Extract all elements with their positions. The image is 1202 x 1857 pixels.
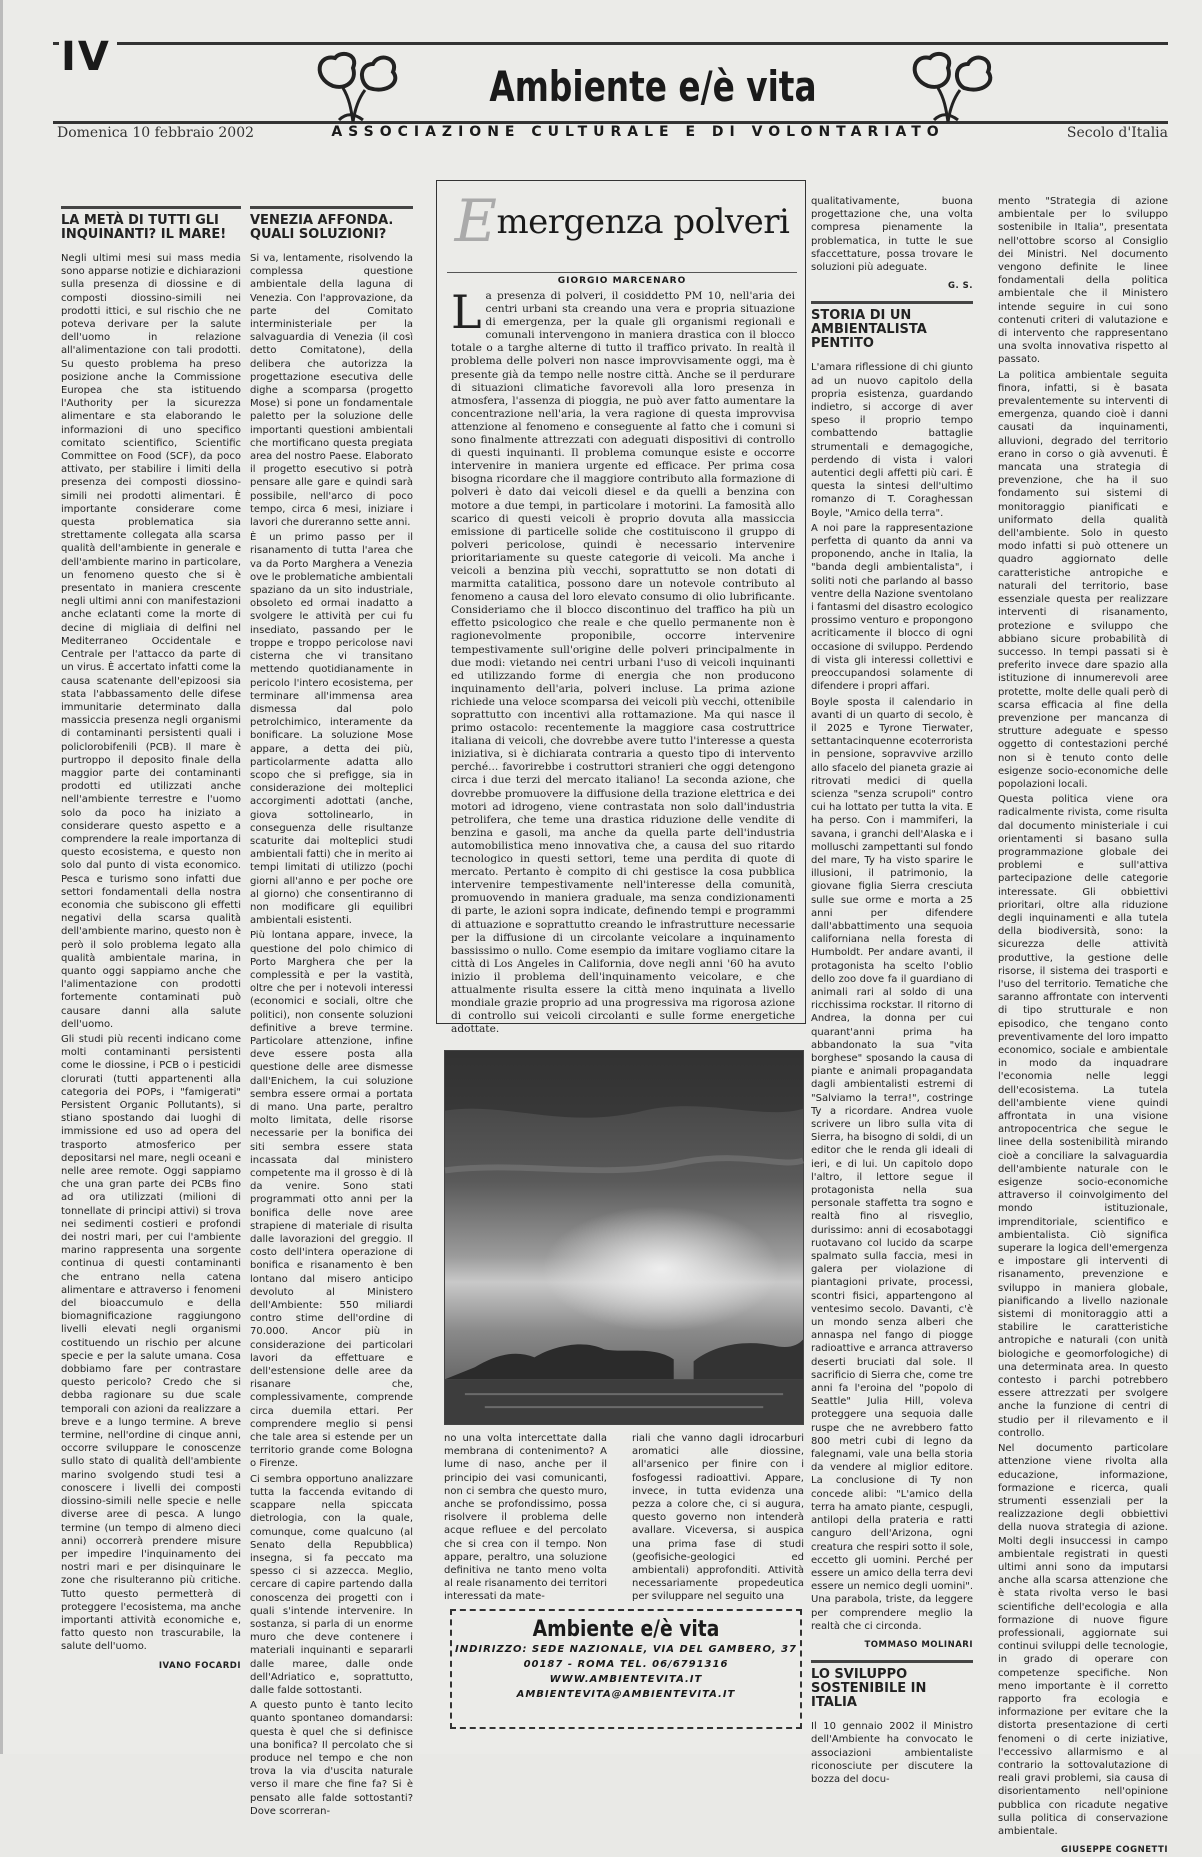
feature-text: a presenza di polveri, il cosiddetto PM 10, nell'aria dei centri urbani sta creando una vera e propria situazione di emergenza, per la quale gli organismi regionali e comunali intervengono in maniera drastica con il blocco totale o a targhe alterne di tutto il traffico privato. In realtà il problema delle polveri non nasce improvvisamente oggi, ma è presente già da tempo nelle nostre città. Anche se il perdurare di situazioni climatiche favorevoli alla loro presenza in atmosfera, l'assenza di pioggia, ne può aver fatto aumentare la concentrazione nell'aria, la vera ragione di questa improvvisa attenzione al fenomeno e conseguente al fatto che i comuni si sono finalmente attrezzati con adeguati dispositivi di controllo di questi inquinanti. Il problema comunque esiste e occorre intervenire in maniera urgente ed efficace. Per prima cosa bisogna ricordare che il maggiore contributo alla formazione di polveri è dato dai veicoli diesel e da quelli a benzina con motore a due tempi, in particolare i motorini. La famosità allo scarico di questi veicoli è proprio dovuta alla massiccia emissione di particelle solide che costituiscono il gruppo di polveri pericolose, quindi è necessario intervenire prioritariamente su queste categorie di veicoli. Ma anche i veicoli a benzina più vecchi, soprattutto se non dotati di marmitta catalitica, possono dare un notevole contributo al fenomeno a causa del loro elevato consumo di olio lubrificante. Consideriamo che il blocco discontinuo del traffico ha più un effetto psicologico che reale e che quello permanente non è ragionevolmente proponibile, occorre intervenire tempestivamente sull'origine delle polveri principalmente in due modi: vietando nei centri urbani l'uso di veicoli inquinanti ed utilizzando forme di energia che non producono inquinamento dell'aria, polveri incluse. La prima azione richiede una veloce scomparsa dei veicoli più vecchi, ottenibile soprattutto con incentivi alla rottamazione. Ma qui nasce il primo ostacolo: recentemente la maggiore casa costruttrice italiana di veicoli, che dovrebbe avere tutto l'interesse a questa iniziativa, si è dichiarata contraria a questo tipo di intervento perché... favorirebbe i costruttori stranieri che oggi detengono circa i due terzi del mercato italiano! La seconda azione, che dovrebbe promuovere la diffusione della trazione elettrica e dei motori ad idrogeno, viene contrastata non solo dall'industria petrolifera, che teme una drastica riduzione delle vendite di benzina e gasoli, ma anche da quella parte dell'industria automobilistica meno innovativa che, a causa del suo ritardo tecnologico in questi settori, teme una perdita di quote di mercato. Pertanto è compito di chi gestisce la cosa pubblica intervenire tempestivamente nell'interesse della comunità, promuovendo in maniera graduale, ma senza condizionamenti di parte, le azioni sopra indicate, definendo tempi e programmi di attuazione e soprattutto creando le infrastrutture necessarie per la diffusione di un circolante veicolare a inquinamento bassissimo o nullo. Come esempio da imitare vogliamo citare la città di Los Angeles in California, dove negli anni '60 ha avuto inizio il problema dell'inquinamento veicolare, e che attualmente risulta essere la città meno inquinata a livello mondiale grazie proprio ad una progressiva ma rigorosa azione di controllo sui veicoli circolanti e sulle forme energetiche adottate. [451, 290, 795, 1036]
headline-rule [61, 206, 241, 209]
feature-box [436, 180, 806, 1036]
article-column [998, 195, 1168, 1856]
feature-body [451, 285, 795, 1036]
article-author: G. S. [947, 281, 973, 292]
masthead-title: Ambiente e/è vita [489, 62, 817, 111]
article-paragraph: Boyle sposta il calendario in avanti di un quarto di secolo, è il 2025 e Tyrone Tierwater, settantacinquenne ecoterrorista in pensione, sopravvive arzillo allo sfacelo del pianeta grazie ai ritrovati medici di quella scienza "senza scrupoli" contro cui ha lottato per tutta la vita. E ha perso. Con i mammiferi, la savana, i granchi dell'Alaska e i molluschi zampettanti sul fondo del mare, Ty ha visto sparire le illusioni, il patrimonio, la giovane figlia Sierra cresciuta sulle sue orme e morta a 25 anni per difendere dall'abbattimento una sequoia californiana nella foresta di Humboldt. Per andare avanti, il protagonista ha scelto l'oblio dello zoo dove fa il guardiano di animali rari al soldo di una ricchissima rockstar. Il ritorno di Andrea, la donna per cui quarant'anni prima ha abbandonato la sua "vita borghese" sposando la causa di piante e animali propagandata dagli ambientalisti estremi di "Salviamo la terra!", costringe Ty a ricordare. Andrea vuole scrivere un libro sulla vita di Sierra, ha bisogno di soldi, di un editor che le renda gli ideali di ieri, e di lui. Un capitolo dopo l'altro, il lettore segue il protagonista nella sua personale staffetta tra sogno e realtà fino al risveglio, durissimo: anni di ecosabotaggi ruotavano col lucido da scarpe spalmato sulla faccia, mesi in galera per violazione di piantagioni private, processi, scontri fisici, appartengono al ventesimo secolo. Davanti, c'è un mondo senza alberi che annaspa nel fango di piogge radioattive e arranca attraverso deserti bruciati dal sole. Il sacrificio di Sierra che, come tre anni fa l'eroina del "popolo di Seattle" Julia Hill, voleva proteggere una sequoia dalle ruspe che ne avrebbero fatto 800 metri cubi di legno da falegnami, vale una bella storia da vendere al miglior editore. La conclusione di Ty non concede alibi: "L'amico della terra ha amato piante, cespugli, antilopi della prateria e ratti canguro dell'Arizona, ogni creatura che respiri sotto il sole, eccetto gli uomini. Perché per essere un amico della terra devi essere un nemico degli uomini". Una parabola, triste, da leggere per comprendere meglio la realtà che ci circonda. [811, 696, 973, 1632]
header-rule-top [53, 42, 1168, 45]
masthead [53, 28, 1168, 141]
article-paragraph: riali che vanno dagli idrocarburi aromatici alle diossine, all'arsenico per finire con i fosfogessi radioattivi. Appare, invece, in tutta evidenza una pezza a colore che, ci si augura, questo governo non intenderà avallare. Viceversa, si auspica una prima fase di studi (geofisiche-geologici ed ambientali) approfonditi. Attività necessariamente propedeutica per sviluppare nel seguito una [632, 1433, 804, 1603]
seascape-photo [444, 1050, 804, 1425]
article-paragraph: Più lontana appare, invece, la questione del polo chimico di Porto Marghera che per la complessità e per la vastità, oltre che per i notevoli interessi (economici e sociali, oltre che politici), non consente soluzioni definitive a breve termine. Particolare attenzione, infine deve essere posta alla questione delle aree dismesse dall'Enichem, la cui soluzione sembra essere ormai a portata di mano. Una parte, peraltro molto limitata, delle risorse necessarie per la bonifica dei siti sembra essere stata incassata dal ministero competente ma il grosso è di là da venire. Sono stati programmati otto anni per la bonifica delle nove aree strapiene di materiale di risulta dalle lavorazioni del greggio. Il costo dell'intera operazione di bonifica e risanamento è ben lontano dal misero anticipo devoluto al Ministero dell'Ambiente: 550 miliardi contro stime dell'ordine di 70.000. Ancor più in considerazione dei particolari lavori da effettuare e dell'estensione delle aree da risanare che, complessivamente, comprende circa duemila ettari. Per comprendere meglio si pensi che tale area si estende per un territorio grande come Bologna o Firenze. [250, 930, 413, 1470]
article-headline: LA METÀ DI TUTTI GLI INQUINANTI? IL MARE! [61, 213, 227, 242]
headline-rule [811, 301, 973, 304]
article-paragraph: no una volta intercettate dalla membrana di contenimento? A lume di naso, anche per il principio dei vasi comunicanti, non ci sembra che questo muro, anche se profondissimo, possa risolvere il problema delle acque refluee e del percolato che si crea con il tempo. Non appare, peraltro, una soluzione definitiva ne tanto meno volta al reale risanamento dei territori interessati da mate- [444, 1433, 607, 1603]
drop-cap: L [451, 285, 482, 339]
feature-author: GIORGIO MARCENARO [447, 272, 797, 286]
article-column [250, 206, 413, 1817]
article-author: IVANO FOCARDI [158, 1660, 241, 1671]
article-column [61, 206, 241, 1731]
article-paragraph: L'amara riflessione di chi giunto ad un nuovo capitolo della propria esistenza, guardando indietro, si accorge di aver speso il proprio tempo combattendo battaglie strumentali e demagogiche, perdendo di vista i valori autentici degli affetti più cari. È questa la sintesi dell'ultimo romanzo di T. Coraghessan Boyle, "Amico della terra". [811, 362, 973, 519]
address-box [450, 1609, 802, 1729]
article-headline: STORIA DI UN AMBIENTALISTA PENTITO [811, 308, 927, 352]
article-author: TOMMASO MOLINARI [864, 1639, 973, 1650]
publication-name: Secolo d'Italia [1066, 125, 1168, 141]
article-paragraph: Il 10 gennaio 2002 il Ministro dell'Ambiente ha convocato le associazioni ambientaliste riconosciute per discutere la bozza del docu- [811, 1721, 973, 1785]
address-phone: 00187 - ROMA TEL. 06/6791316 [523, 1659, 729, 1670]
article-paragraph: Gli studi più recenti indicano come molti contaminanti persistenti come le diossine, i PCB o i pesticidi clorurati (tutti appartenenti alla categoria dei POPs, i "famigerati" Persistent Organic Pollutants), si stiano spostando dai luoghi di immissione ed uso ad opera del trasporto atmosferico per depositarsi nel mare, negli oceani e nelle aree remote. Oggi sappiamo che una gran parte dei PCBs fino ad ora utilizzati (milioni di tonnellate di principi attivi) si trova nei sedimenti costieri e profondi dei nostri mari, per cui l'ambiente marino rappresenta una sorgente continua di questi contaminanti che entrano nella catena alimentare e attraverso i fenomeni del bioaccumulo e della biomagnificazione raggiungono livelli elevati negli organismi costituendo un rischio per alcune specie e per la salute umana. Cosa dobbiamo fare per contrastare questo pericolo? Credo che si debba ragionare su due scale temporali con azioni da realizzare a breve e a lungo termine. A breve termine, nell'ordine di cinque anni, occorre sviluppare le conoscenze sullo stato di qualità dell'ambiente marino svolgendo studi tesi a conoscere i livelli dei composti diossino-simili nelle specie e nelle diverse aree di pesca. A lungo termine (un tempo di almeno dieci anni) occorrerà prendere misure per impedire l'inquinamento dei nostri mari e per disinquinare le zone che risulteranno più critiche. Tutto questo permetterà di proteggere l'ecosistema, ma anche importanti attività economiche e, fatto questo non trascurabile, la salute dell'uomo. [61, 1033, 241, 1653]
issue-date: Domenica 10 febbraio 2002 [57, 125, 255, 141]
article-paragraph: Si va, lentamente, risolvendo la complessa questione ambientale della laguna di Venezia. Con l'approvazione, da parte del Comitato interministeriale per la salvaguardia di Venezia (il così detto Comitatone), della delibera che autorizza la progettazione esecutiva delle dighe a scomparsa (progetto Mose) si pone un fondamentale paletto per la soluzione delle importanti questioni ambientali che mortificano questa pregiata area del nostro Paese. Elaborato il progetto esecutivo si potrà pensare alle gare e quindi sarà possibile, nell'arco di poco tempo, circa 6 mesi, iniziare i lavori che dureranno sette anni. [250, 253, 413, 529]
article-headline: LO SVILUPPO SOSTENIBILE IN ITALIA [811, 1667, 927, 1711]
article-column [811, 195, 973, 1785]
article-paragraph: Ci sembra opportuno analizzare tutta la faccenda evitando di scappare nella spiccata dietrologia, con la quale, comunque, come qualcuno (al Senato della Repubblica) insegna, si fa peccato ma spesso ci si azzecca. Meglio, cercare di capire partendo dalla conoscenza dei progetti con i quali s'intende intervenire. In sostanza, si parla di un enorme muro che deve contenere i materiali inquinanti e separarli dalle maree, dalle onde dell'Adriatico e, soprattutto, dalle falde sottostanti. [250, 1473, 413, 1696]
article-paragraph: A noi pare la rappresentazione perfetta di quanto da anni va proponendo, anche in Italia, la "banda degli ambientalista", i soliti noti che parlando al basso ventre della Nazione sventolano i fantasmi del disastro ecologico prossimo venturo e propongono acriticamente il blocco di ogni occasione di sviluppo. Perdendo di vista gli interessi collettivi e preoccupandosi solamente di difendere i propri affari. [811, 522, 973, 693]
headline-rule [811, 1660, 973, 1663]
article-paragraph: È un primo passo per il risanamento di tutta l'area che va da Porto Marghera a Venezia ove le problematiche ambientali spaziano da un sito industriale, obsoleto ed ormai inadatto a svolgere le attività per cui fu insediato, passando per le troppe e troppo pericolose navi cisterna che vi transitano mettendo quotidianamente in pericolo l'intero ecosistema, per terminare all'immensa area dismessa dal polo petrolchimico, interamente da bonificare. La soluzione Mose appare, a detta dei più, particolarmente adatta allo scopo che si prefigge, sia in considerazione dei molteplici accorgimenti adottati (anche, giova sottolinearlo, in conseguenza delle risultanze scaturite dai molteplici studi ambientali fatti) che in merito ai tempi limitati di utilizzo (pochi giorni all'anno e per poche ore al giorno) che consentiranno di non modificare gli equilibri ambientali esistenti. [250, 532, 413, 927]
article-paragraph: A questo punto è tanto lecito quanto spontaneo domandarsi: questa è quel che si definisce una bonifica? Il percolato che si produce nel tempo e che non trova la via d'uscita naturale verso il mare che fine fa? Si è pensato alle falde sottostanti? Dove scorreran- [250, 1700, 413, 1817]
flower-logo-icon [898, 48, 998, 124]
article-paragraph: mento "Strategia di azione ambientale per lo sviluppo sostenibile in Italia", presentata nell'ottobre scorso al Consiglio dei Ministri. Nel documento vengono definite le linee fondamentali della politica ambientale che il Ministero intende seguire in cui sono contenuti criteri di valutazione e di intervento che rappresentano una svolta innovativa rispetto al passato. [998, 196, 1168, 366]
feature-title [447, 187, 797, 255]
feature-title-initial: E [454, 187, 497, 255]
feature-title-rest: mergenza polveri [496, 202, 790, 242]
address-email[interactable]: AMBIENTEVITA@AMBIENTEVITA.IT [516, 1689, 736, 1700]
address-website[interactable]: WWW.AMBIENTEVITA.IT [549, 1674, 703, 1685]
article-paragraph: qualitativamente, buona progettazione che, una volta compresa pienamente la problematica, in tutte le sue sfaccettature, possa trovare le soluzioni più adeguate. [811, 196, 973, 274]
section-number: IV [59, 34, 117, 80]
address-line: INDIRIZZO: SEDE NAZIONALE, VIA DEL GAMBERO, 37 [454, 1644, 798, 1655]
address-title: Ambiente e/è vita [532, 1617, 720, 1642]
article-paragraph: La politica ambientale seguita finora, infatti, si è basata prevalentemente su interventi di emergenza, quando cioè i danni causati da inquinamenti, alluvioni, degrado del territorio erano in corso o già avvenuti. È mancata una strategia di prevenzione, che ha il suo fondamento sui sistemi di monitoraggio pianificati e uniformato della qualità dell'ambiente. Solo in questo modo infatti si può ottenere un quadro aggiornato delle caratteristiche antropiche e naturali del territorio, base essenziale questa per realizzare interventi di risanamento, protezione e sviluppo che abbiano sicure probabilità di successo. In tempi passati si è preferito invece dare spazio alla istituzione di innumerevoli aree protette, molte delle quali però di scarsa efficacia al fine della prevenzione per mancanza di strutture adeguate e spesso oggetto di contestazioni perché non si è tenuto conto delle esigenze socio-economiche delle popolazioni locali. [998, 369, 1168, 790]
article-paragraph: Nel documento particolare attenzione viene rivolta alla educazione, informazione, formazione e ricerca, quali strumenti essenziali per la realizzazione degli obbiettivi della nuova strategia di azione. Molti degli insuccessi in campo ambientale registrati in questi ultimi anni sono da imputarsi anche alla scarsa attenzione che è stata rivolta verso le basi scientifiche dell'ecologia e alla formazione di nuove figure professionali, aggiornate sui continui sviluppi delle tecnologie, in grado di operare con competenze specifiche. Non meno importante è il corretto rapporto fra ecologia e informazione per evitare che la distorta presentazione di certi fenomeni o di certe iniziative, l'eccessivo allarmismo e al contrario la sottovalutazione di reali gravi problemi, sia causa di disorientamento nell'opinione pubblica con ricadute negative sulla politica di conservazione ambientale. [998, 1443, 1168, 1837]
article-author: GIUSEPPE COGNETTI [1060, 1845, 1168, 1856]
article-paragraph: Questa politica viene ora radicalmente rivista, come risulta dal documento ministeriale i cui orientamenti si basano sulla programmazione globale dei problemi e sull'attiva partecipazione delle categorie interessate. Gli obbiettivi prioritari, oltre alla riduzione degli inquinamenti e alla tutela della biodiversità, sono: la sicurezza delle attività produttive, la gestione delle risorse, il sistema dei trasporti e l'uso del territorio. Tematiche che saranno affrontate con interventi di tipo strutturale e non episodico, che tengano conto preventivamente del loro impatto economico, sociale e ambientale in modo da inquadrare l'economia nelle leggi dell'ecosistema. La tutela dell'ambiente viene quindi affrontata in una visione antropocentrica che segue le linee della sostenibilità mirando cioè a conciliare la salvaguardia dell'ambiente naturale con le esigenze socio-economiche attraverso il coinvolgimento del mondo istituzionale, imprenditoriale, scientifico e ambientalista. Ciò significa superare la logica dell'emergenza e impostare gli interventi di risanamento, prevenzione e sviluppo in maniera globale, pianificando a livello nazionale sistemi di monitoraggio atti a stabilire le caratteristiche antropiche e naturali (con unità biologiche e geomorfologiche) di una determinata area. In questo contesto i parchi potrebbero essere attrezzati per svolgere anche la funzione di centri di studio per il rilevamento e il controllo. [998, 794, 1168, 1439]
article-headline: VENEZIA AFFONDA. QUALI SOLUZIONI? [250, 213, 394, 242]
headline-rule [250, 206, 413, 209]
flower-logo-icon [303, 48, 403, 124]
masthead-subtitle: ASSOCIAZIONE CULTURALE E DI VOLONTARIATO [331, 124, 945, 140]
article-paragraph: Negli ultimi mesi sui mass media sono apparse notizie e dichiarazioni sulla presenza di diossine e di composti diossino-simili nei prodotti ittici, e sul rischio che ne poteva derivare per la salute dell'uomo in relazione all'alimentazione con tali prodotti. Su questo problema ha preso posizione anche la Commissione Europea che sta istituendo l'Authority per la sicurezza alimentare e sta elaborando le informazioni di uno specifico comitato scientifico, Scientific Committee on Food (SCF), da poco attivato, per stabilire i limiti della presenza dei composti diossino-simili nei prodotti alimentari. È importante considerare come questa problematica sia strettamente collegata alla scarsa qualità dell'ambiente in generale e dell'ambiente marino in particolare, un fenomeno questo che si è presentato in maniera crescente negli ultimi anni con manifestazioni anche eclatanti come la morte di decine di migliaia di delfini nel Mediterraneo Occidentale e Centrale per l'attacco da parte di un virus. È accertato infatti come la causa scatenante dell'epizoosi sia stata l'abbassamento delle difese immunitarie determinato dalla massiccia presenza negli organismi di contaminanti persistenti quali i policlorobifenili (PCB). Il mare è purtroppo il deposito finale della maggior parte dei contaminanti prodotti ed utilizzati anche nell'ambiente terrestre e l'uomo solo da poco ha iniziato a considerare questo aspetto e a comprendere la reale importanza di questo ecosistema, e questo non solo dal punto di vista economico. Pesca e turismo sono infatti due settori fondamentali della nostra economia che subiscono gli effetti negativi della scarsa qualità dell'ambiente marino, questo non è però il solo problema legato alla qualità ambientale marina, in quanto oggi sappiamo anche che l'alimentazione con prodotti fortemente contaminati può causare danni alla salute dell'uomo. [61, 253, 241, 1030]
